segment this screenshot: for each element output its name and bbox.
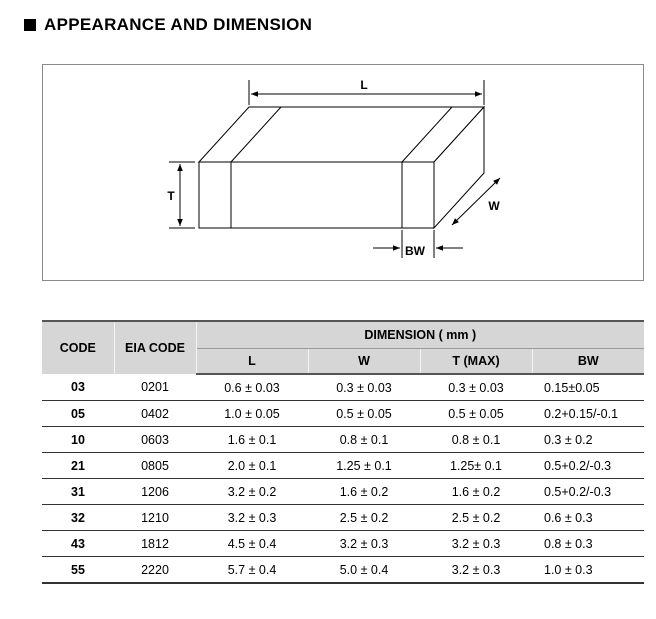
section-heading xyxy=(24,14,312,36)
dimension-table xyxy=(42,320,644,584)
cell-t: 3.2 ± 0.3 xyxy=(420,531,532,557)
cell-w: 1.25 ± 0.1 xyxy=(308,453,420,479)
cell-bw: 0.3 ± 0.2 xyxy=(532,427,644,453)
cell-w: 0.8 ± 0.1 xyxy=(308,427,420,453)
cell-code: 10 xyxy=(42,427,114,453)
cell-bw: 0.2+0.15/-0.1 xyxy=(532,401,644,427)
cell-w: 0.3 ± 0.03 xyxy=(308,374,420,401)
chip-diagram xyxy=(43,65,645,282)
table-row xyxy=(42,557,644,584)
cell-w: 2.5 ± 0.2 xyxy=(308,505,420,531)
cell-code: 55 xyxy=(42,557,114,584)
label-l: L xyxy=(360,78,368,92)
cell-l: 4.5 ± 0.4 xyxy=(196,531,308,557)
cell-t: 1.25± 0.1 xyxy=(420,453,532,479)
header-code: CODE xyxy=(42,321,114,374)
cell-bw: 0.6 ± 0.3 xyxy=(532,505,644,531)
chip-front-face xyxy=(199,162,434,228)
cell-eia: 2220 xyxy=(114,557,196,584)
table-row xyxy=(42,505,644,531)
square-bullet-icon xyxy=(24,19,36,31)
header-bw: BW xyxy=(532,349,644,375)
table-row xyxy=(42,374,644,401)
cell-l: 1.0 ± 0.05 xyxy=(196,401,308,427)
cell-eia: 0805 xyxy=(114,453,196,479)
cell-code: 31 xyxy=(42,479,114,505)
cell-eia: 0402 xyxy=(114,401,196,427)
cell-l: 0.6 ± 0.03 xyxy=(196,374,308,401)
cell-w: 1.6 ± 0.2 xyxy=(308,479,420,505)
cell-bw: 0.5+0.2/-0.3 xyxy=(532,479,644,505)
cell-code: 32 xyxy=(42,505,114,531)
cell-t: 1.6 ± 0.2 xyxy=(420,479,532,505)
cell-eia: 1210 xyxy=(114,505,196,531)
table-row xyxy=(42,453,644,479)
label-bw: BW xyxy=(405,244,425,258)
header-eia-code: EIA CODE xyxy=(114,321,196,374)
cell-eia: 1206 xyxy=(114,479,196,505)
table-row xyxy=(42,531,644,557)
label-t: T xyxy=(167,189,175,203)
cell-w: 3.2 ± 0.3 xyxy=(308,531,420,557)
cell-code: 43 xyxy=(42,531,114,557)
table-row xyxy=(42,479,644,505)
cell-bw: 1.0 ± 0.3 xyxy=(532,557,644,584)
cell-eia: 0201 xyxy=(114,374,196,401)
cell-code: 03 xyxy=(42,374,114,401)
cell-l: 1.6 ± 0.1 xyxy=(196,427,308,453)
cell-bw: 0.15±0.05 xyxy=(532,374,644,401)
section-title: APPEARANCE AND DIMENSION xyxy=(44,15,313,34)
cell-t: 0.3 ± 0.03 xyxy=(420,374,532,401)
appearance-figure xyxy=(42,64,644,281)
cell-bw: 0.5+0.2/-0.3 xyxy=(532,453,644,479)
cell-code: 21 xyxy=(42,453,114,479)
cell-w: 5.0 ± 0.4 xyxy=(308,557,420,584)
cell-t: 2.5 ± 0.2 xyxy=(420,505,532,531)
label-w: W xyxy=(488,199,500,213)
cell-l: 3.2 ± 0.2 xyxy=(196,479,308,505)
cell-l: 3.2 ± 0.3 xyxy=(196,505,308,531)
table-row xyxy=(42,427,644,453)
cell-bw: 0.8 ± 0.3 xyxy=(532,531,644,557)
cell-l: 2.0 ± 0.1 xyxy=(196,453,308,479)
cell-code: 05 xyxy=(42,401,114,427)
header-w: W xyxy=(308,349,420,375)
cell-t: 3.2 ± 0.3 xyxy=(420,557,532,584)
table-row xyxy=(42,401,644,427)
cell-t: 0.8 ± 0.1 xyxy=(420,427,532,453)
header-t-max: T (MAX) xyxy=(420,349,532,375)
cell-l: 5.7 ± 0.4 xyxy=(196,557,308,584)
cell-w: 0.5 ± 0.05 xyxy=(308,401,420,427)
cell-t: 0.5 ± 0.05 xyxy=(420,401,532,427)
cell-eia: 1812 xyxy=(114,531,196,557)
cell-eia: 0603 xyxy=(114,427,196,453)
header-dimension: DIMENSION ( mm ) xyxy=(196,321,644,349)
header-l: L xyxy=(196,349,308,375)
